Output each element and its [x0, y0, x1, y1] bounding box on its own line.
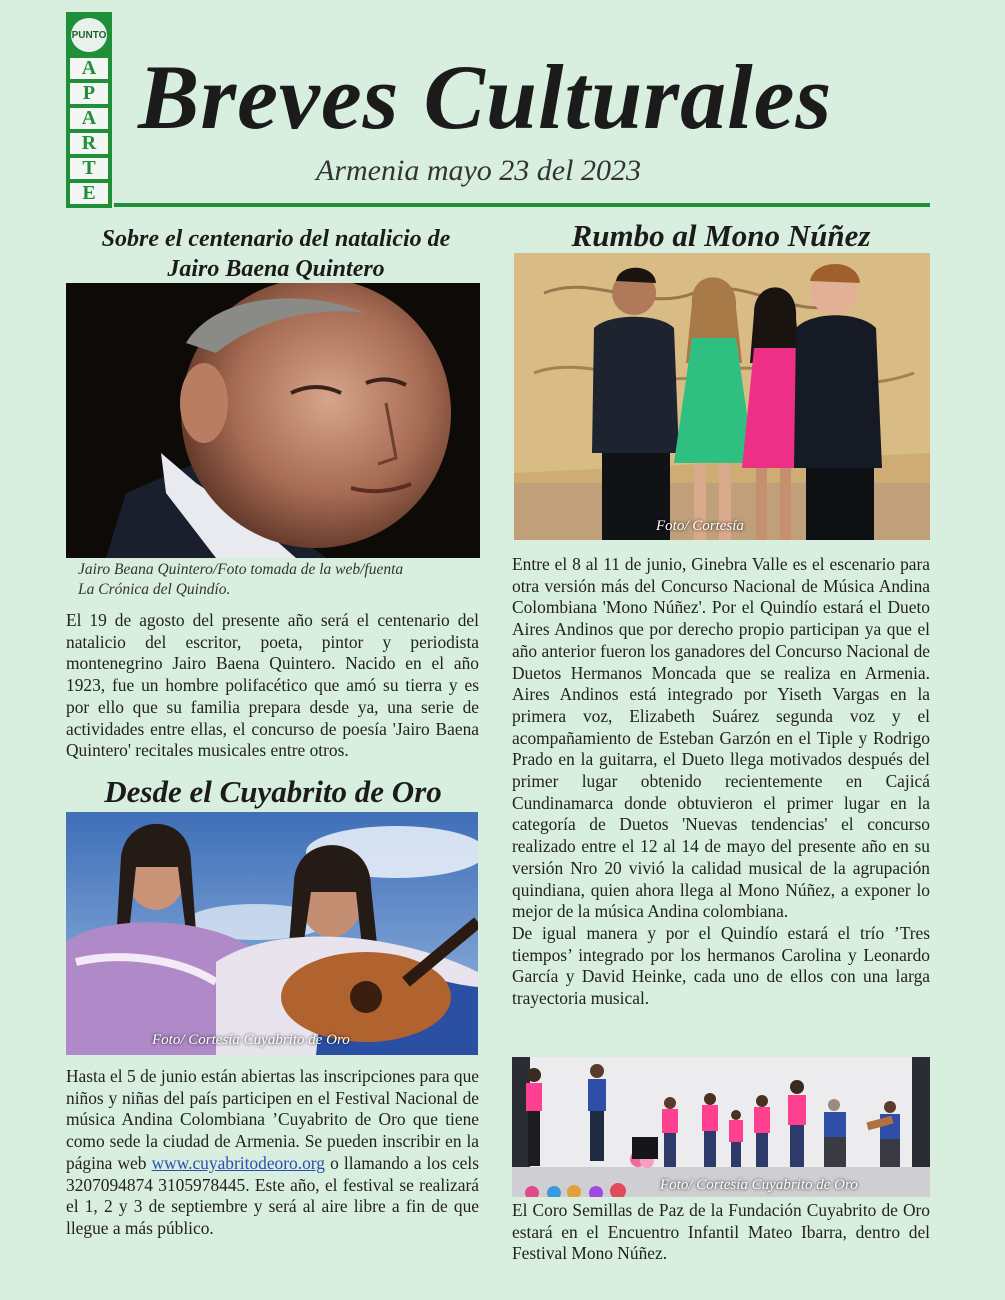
logo-letter: A	[70, 58, 108, 79]
baena-body: El 19 de agosto del presente año será el centenario del natalicio del escritor, poeta, pintor y periodista montenegrino Jairo Baena Quintero. Nacido en el año 1923, fue un hombre polifacético que amó su tierra y es por ello que su familia prepara desde ya, una serie de actividades entre ellas, el concurso de poesía 'Jairo Baena Quintero' recitales musicales entre otros.	[66, 610, 479, 761]
mono-photo-caption: Foto/ Cortesía	[656, 518, 744, 534]
logo-letter: T	[70, 158, 108, 179]
cuyabrito-headline: Desde el Cuyabrito de Oro	[104, 774, 442, 809]
cuyabrito-photo-illustration	[66, 812, 478, 1055]
baena-photo-caption	[78, 560, 488, 600]
choir-text: El Coro Semillas de Paz de la Fundación Cuyabrito de Oro estará en el Encuentro Infantil Mateo Ibarra, dentro del Festival Mono Núñez.	[512, 1200, 930, 1264]
mono-group-photo	[514, 253, 930, 540]
mono-body	[512, 554, 930, 1010]
mono-paragraph-1: Entre el 8 al 11 de junio, Ginebra Valle es el escenario para otra versión más del Concurso Nacional de Música Andina Colombiana 'Mono Núñez'. Por el Quindío estará el Dueto Aires Andinos que por derecho propio participan ya que el año anterior fueron los ganadores del Concurso Nacional de Duetos Hermanos Moncada que se realiza en Armenia. Aires Andinos está integrado por Yiseth Vargas en la primera voz, Elizabeth Suárez segunda voz y el acompañamiento de Esteban Garzón en el Tiple y Rodrigo Prado en la guitarra, el Dueto llega motivados después del primer lugar obtenido recientemente en Cajicá Cundinamarca donde obtuvieron el primer lugar en la categoría de Duetos 'Nuevas tendencias' el concurso realizado entre el 12 al 14 de mayo del presente año en su versión Nro 20 vivió la calidad musical de la agrupación quindiana, quien ahora llega al Mono Núñez, a exponer lo mejor de la música Andina colombiana.	[512, 554, 930, 922]
mono-paragraph-2: De igual manera y por el Quindío estará el trío ’Tres tiempos’ integrado por los hermanos Carolina y Leonardo García y David Heinke, cada uno de ellos con una larga trayectoria musical.	[512, 922, 930, 1009]
choir-photo-illustration	[512, 1057, 930, 1197]
logo-letter: R	[70, 133, 108, 154]
cuyabrito-body-text-2: o llamando a los cels 3207094874 3105978445. Este año, el festival se realizará el 1, 2 y 3 de septiembre y será al aire libre a fin de que llegue a más público.	[66, 1152, 479, 1238]
cuyabrito-body	[66, 1066, 479, 1240]
logo-letter: P	[70, 83, 108, 104]
cuyabrito-body-text-1: Hasta el 5 de junio están abiertas las inscripciones para que niños y niñas del país participen en el Festival Nacional de música Andina Colombiana ’Cuyabrito de Oro que tiene como sede la ciudad de Armenia. Se pueden inscribir en la página web	[66, 1066, 479, 1173]
cuyabrito-website-link[interactable]: www.cuyabritodeoro.org	[151, 1152, 325, 1173]
choir-photo	[512, 1057, 930, 1197]
baena-caption-line1: Jairo Beana Quintero/Foto tomada de la web/fuenta	[78, 561, 404, 578]
punto-aparte-logo	[66, 12, 112, 208]
masthead-title: Breves Culturales	[138, 46, 833, 148]
mono-headline: Rumbo al Mono Núñez	[571, 218, 871, 253]
logo-letter: E	[70, 183, 108, 204]
choir-photo-caption: Foto/ Cortesía Cuyabrito de Oro	[660, 1177, 858, 1193]
baena-headline-line1: Sobre el centenario del natalicio de	[101, 226, 451, 252]
baena-headline	[66, 224, 486, 284]
logo-letters	[70, 58, 108, 208]
baena-portrait-photo	[66, 283, 480, 558]
logo-letter: A	[70, 108, 108, 129]
logo-badge-text: PUNTO	[71, 29, 107, 41]
masthead-rule	[114, 203, 930, 207]
logo-badge	[69, 16, 109, 54]
mono-group-photo-illustration	[514, 253, 930, 540]
baena-caption-line2: La Crónica del Quindío.	[78, 581, 231, 598]
baena-portrait-illustration	[66, 283, 480, 558]
cuyabrito-photo-caption: Foto/ Cortesía Cuyabrito de Oro	[152, 1032, 350, 1048]
cuyabrito-photo	[66, 812, 478, 1055]
masthead-date: Armenia mayo 23 del 2023	[316, 154, 641, 187]
baena-headline-line2: Jairo Baena Quintero	[167, 256, 385, 282]
